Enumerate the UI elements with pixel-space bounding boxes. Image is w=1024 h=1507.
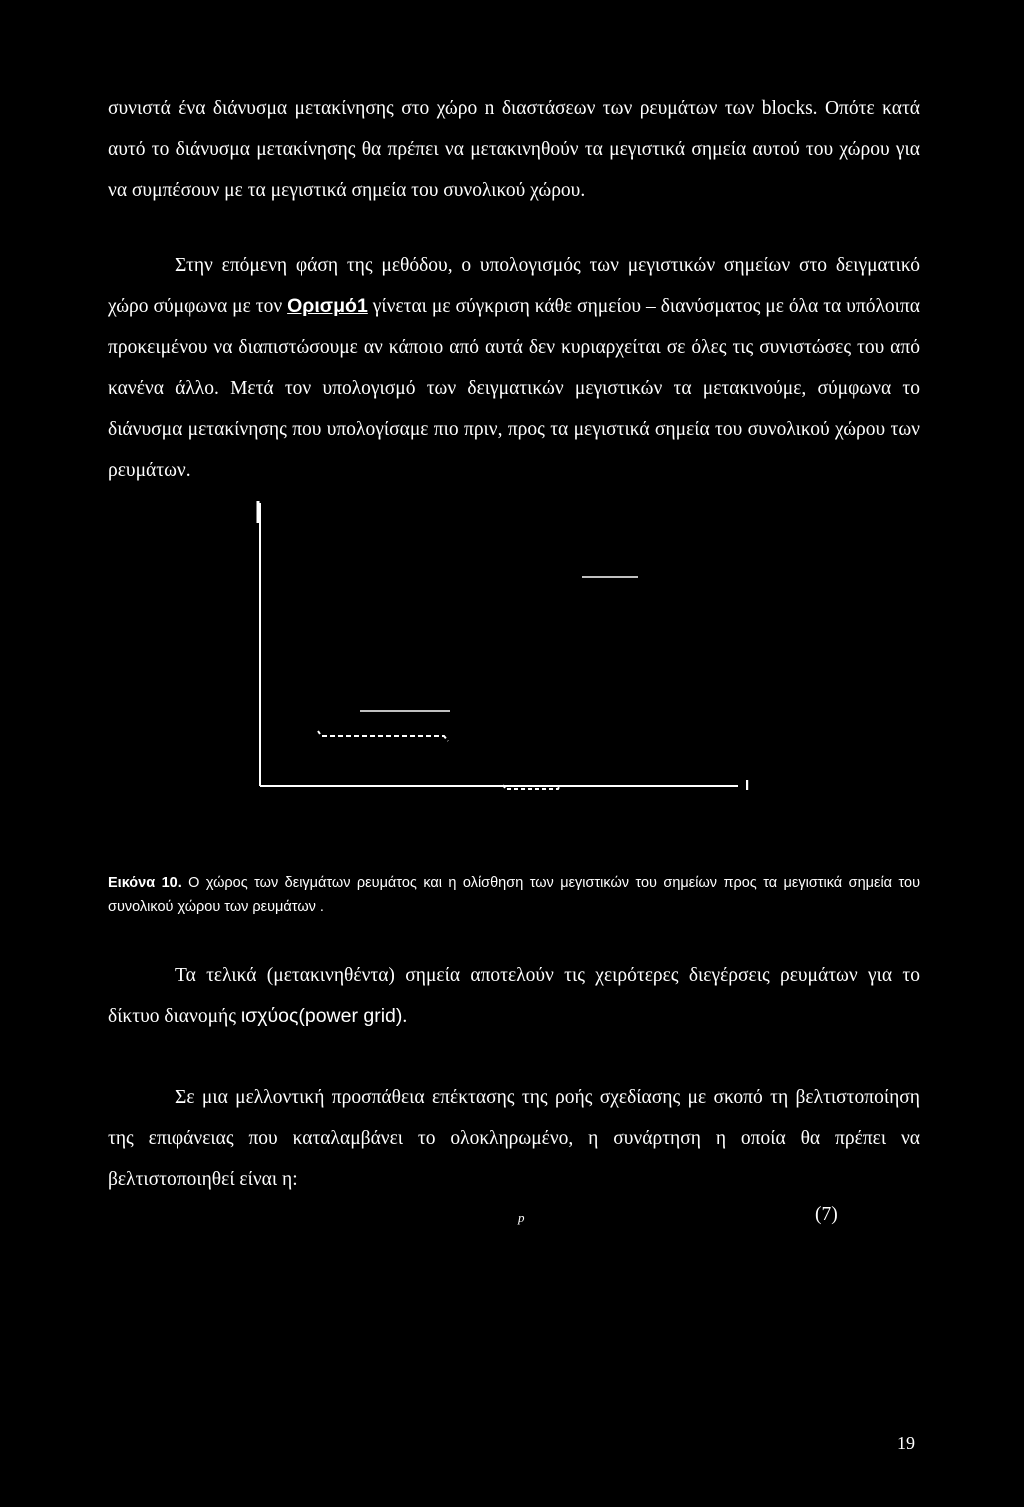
x-axis-label: I bbox=[745, 777, 750, 794]
caption-label: Εικόνα 10. bbox=[108, 875, 182, 891]
paragraph-3-text-a: Τα τελικά (μετακινηθέντα) σημεία αποτελούν τις χειρότερες διεγέρσεις ρευμάτων για το δίκτυο διανομής bbox=[108, 965, 920, 1027]
paragraph-2 bbox=[108, 245, 920, 491]
paragraph-2-text-a: Στην επόμενη φάση της μεθόδου, ο υπολογισμός των μεγιστικών σημείων στο δειγματικό χώρο σύμφωνα με τον bbox=[108, 255, 920, 317]
paragraph-3-text-b: . bbox=[402, 1006, 408, 1027]
caption-text: Ο χώρος των δειγμάτων ρευμάτος και η ολίσθηση των μεγιστικών του σημείων προς τα μεγιστικά σημεία του συνολικού χώρου των ρευμάτων . bbox=[108, 875, 920, 915]
page-number: 19 bbox=[897, 1433, 915, 1453]
document-page bbox=[108, 88, 920, 1250]
definition-reference-link[interactable]: Ορισμό1 bbox=[287, 295, 368, 317]
figure-caption bbox=[108, 871, 920, 919]
figure-plot bbox=[108, 501, 920, 871]
equation-number: (7) bbox=[815, 1204, 838, 1225]
paragraph-1: συνιστά ένα διάνυσμα μετακίνησης στο χώρο n διαστάσεων των ρευμάτων των blocks. Οπότε κατά αυτό το διάνυσμα μετακίνησης θα πρέπει να μετακινηθούν τα μεγιστικά σημεία αυτού του χώρου για να συμπέσουν με τα μεγιστικά σημεία του συνολικού χώρου. bbox=[108, 98, 920, 201]
dashed-segment-upper bbox=[318, 731, 448, 741]
paragraph-3-text-sans: ισχύος(power grid) bbox=[240, 1005, 403, 1027]
paragraph-2-text-b: γίνεται με σύγκριση κάθε σημείου – διανύσματος με όλα τα υπόλοιπα προκειμένου να διαπιστώσουμε αν κάποιο από αυτά δεν κυριαρχείται σε όλες τις συνιστώσες του από κανένα άλλο. Μετά τον υπολογισμό των δειγματικών μεγιστικών τα μετακινούμε, σύμφωνα το διάνυσμα μετακίνησης που υπολογίσαμε πιο πριν, προς τα μεγιστικά σημεία του συνολικού χώρου των ρευμάτων. bbox=[108, 296, 920, 481]
paragraph-3 bbox=[108, 955, 920, 1037]
figure-10 bbox=[108, 501, 920, 871]
equation-7 bbox=[108, 1200, 920, 1250]
paragraph-4: Σε μια μελλοντική προσπάθεια επέκτασης της ροής σχεδίασης με σκοπό τη βελτιστοποίηση της επιφάνειας που καταλαμβάνει το ολοκληρωμένο, η συνάρτηση η οποία θα πρέπει να βελτιστοποιηθεί είναι η: bbox=[108, 1087, 920, 1190]
equation-symbol: p bbox=[518, 1210, 525, 1225]
